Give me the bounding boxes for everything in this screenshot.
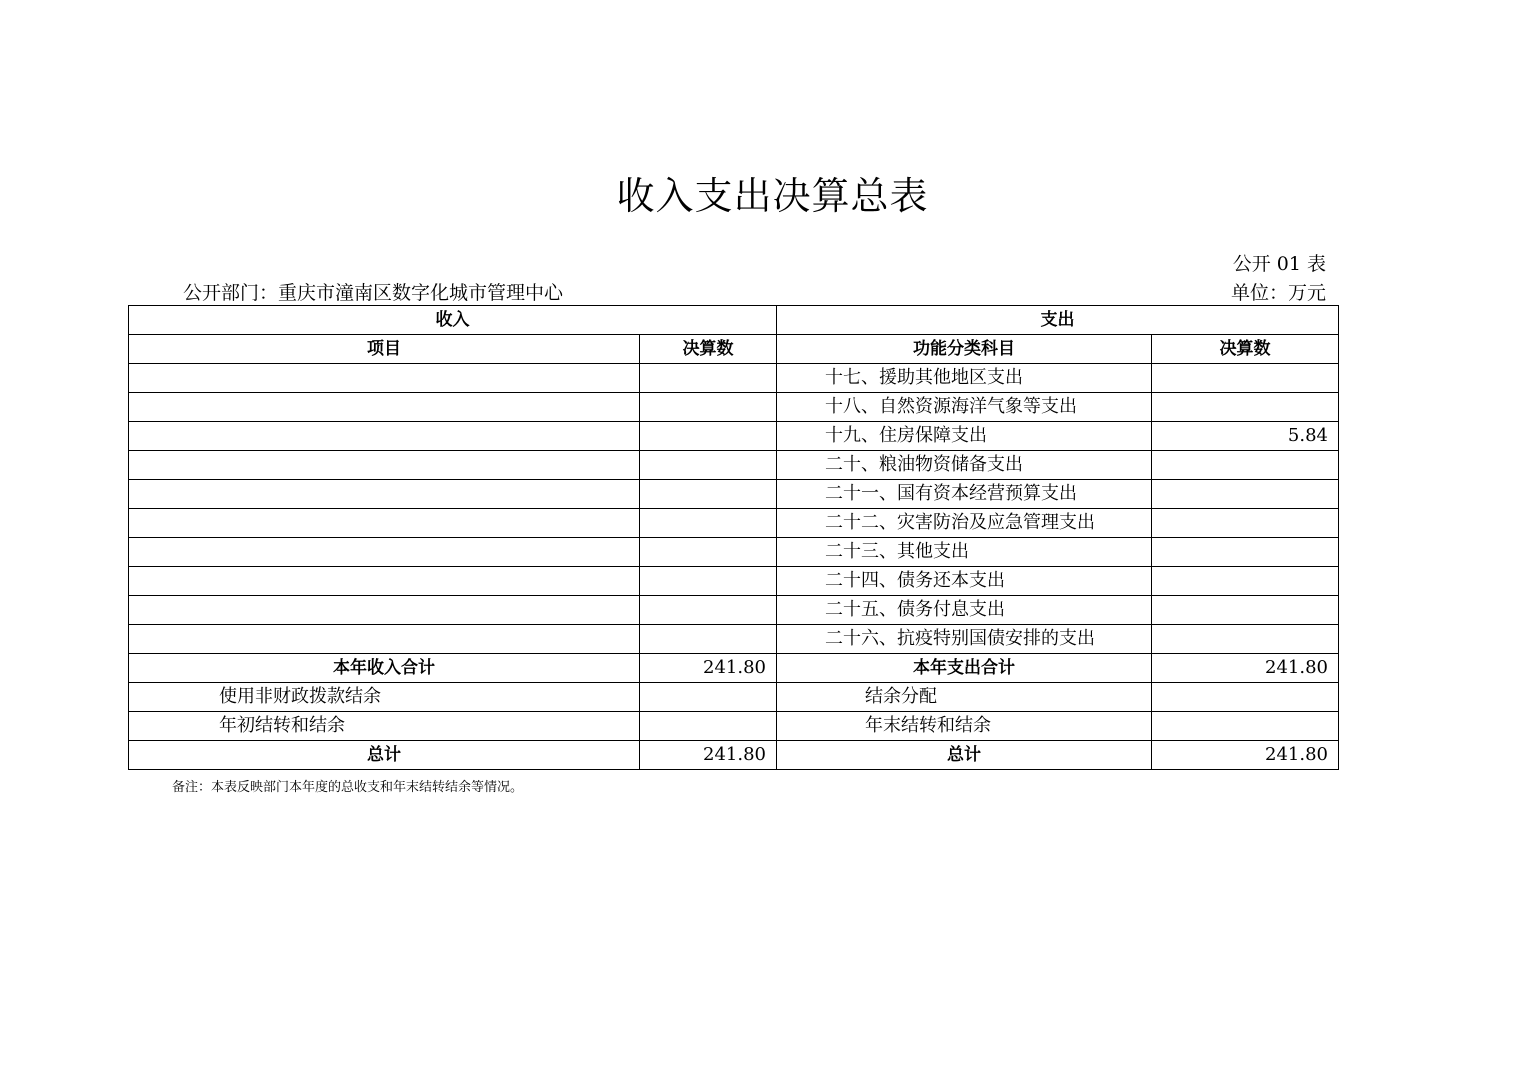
expense-amount-cell: 5.84: [1152, 422, 1339, 451]
income-item-cell: [129, 364, 640, 393]
unit-label: 单位：万元: [1230, 282, 1326, 304]
income-item-cell: [129, 596, 640, 625]
expense-item-cell: 十七、援助其他地区支出: [777, 364, 1152, 393]
table-row: [129, 422, 1339, 451]
expense-item-cell: 二十三、其他支出: [777, 538, 1152, 567]
annual-total-row: [129, 654, 1339, 683]
table-row: [129, 625, 1339, 654]
expense-amount-cell: [1152, 625, 1339, 654]
expense-amount-cell: [1152, 480, 1339, 509]
income-amount-cell: [640, 625, 777, 654]
expense-item-cell: 二十四、债务还本支出: [777, 567, 1152, 596]
income-amount-cell: [640, 480, 777, 509]
expense-amount-cell: [1152, 509, 1339, 538]
expense-amount-cell: [1152, 712, 1339, 741]
income-amount-cell: [640, 567, 777, 596]
income-amount-cell: [640, 712, 777, 741]
grand-total-row: [129, 741, 1339, 770]
grand-expense-label: 总计: [777, 741, 1152, 770]
table-row: [129, 683, 1339, 712]
grand-income-value: 241.80: [640, 741, 777, 770]
income-item-cell: [129, 625, 640, 654]
department-label: 公开部门：重庆市潼南区数字化城市管理中心: [183, 282, 564, 304]
income-header: 收入: [129, 306, 777, 335]
table-row: [129, 451, 1339, 480]
income-amount-cell: [640, 596, 777, 625]
expense-item-cell: 二十二、灾害防治及应急管理支出: [777, 509, 1152, 538]
footnote: 备注：本表反映部门本年度的总收支和年末结转结余等情况。: [172, 780, 524, 795]
expense-item-cell: 十八、自然资源海洋气象等支出: [777, 393, 1152, 422]
income-item-cell: [129, 509, 640, 538]
table-row: [129, 364, 1339, 393]
income-amount-cell: [640, 538, 777, 567]
expense-item-cell: 二十五、债务付息支出: [777, 596, 1152, 625]
income-amount-cell: [640, 393, 777, 422]
table-row: [129, 393, 1339, 422]
income-item-cell: [129, 422, 640, 451]
expense-item-cell: 年末结转和结余: [777, 712, 1152, 741]
income-amount-cell: [640, 364, 777, 393]
table-row: [129, 509, 1339, 538]
expense-amount-cell: [1152, 393, 1339, 422]
expense-item-cell: 二十、粮油物资储备支出: [777, 451, 1152, 480]
expense-header: 支出: [777, 306, 1339, 335]
expense-amount-cell: [1152, 451, 1339, 480]
table-row: [129, 480, 1339, 509]
expense-item-cell: 二十一、国有资本经营预算支出: [777, 480, 1152, 509]
expense-amount-cell: [1152, 567, 1339, 596]
income-amount-cell: [640, 683, 777, 712]
income-item-cell: 年初结转和结余: [129, 712, 640, 741]
expense-amount-cell: [1152, 364, 1339, 393]
form-number: 公开 01 表: [1232, 253, 1326, 275]
income-item-cell: [129, 480, 640, 509]
income-amount-cell: [640, 451, 777, 480]
table-row: [129, 538, 1339, 567]
column-header-income-amount: 决算数: [640, 335, 777, 364]
page-title: 收入支出决算总表: [616, 174, 929, 218]
expense-total-value: 241.80: [1152, 654, 1339, 683]
income-total-label: 本年收入合计: [129, 654, 640, 683]
expense-item-cell: 二十六、抗疫特别国债安排的支出: [777, 625, 1152, 654]
budget-table: [128, 305, 1339, 770]
income-item-cell: [129, 538, 640, 567]
expense-amount-cell: [1152, 683, 1339, 712]
income-total-value: 241.80: [640, 654, 777, 683]
column-header-function: 功能分类科目: [777, 335, 1152, 364]
table-row: [129, 567, 1339, 596]
income-item-cell: [129, 567, 640, 596]
expense-amount-cell: [1152, 596, 1339, 625]
grand-income-label: 总计: [129, 741, 640, 770]
expense-item-cell: 十九、住房保障支出: [777, 422, 1152, 451]
column-header-expense-amount: 决算数: [1152, 335, 1339, 364]
expense-amount-cell: [1152, 538, 1339, 567]
section-header-row: [129, 306, 1339, 335]
column-header-item: 项目: [129, 335, 640, 364]
column-header-row: [129, 335, 1339, 364]
income-item-cell: [129, 393, 640, 422]
table-row: [129, 596, 1339, 625]
income-amount-cell: [640, 509, 777, 538]
table-row: [129, 712, 1339, 741]
income-item-cell: 使用非财政拨款结余: [129, 683, 640, 712]
income-amount-cell: [640, 422, 777, 451]
expense-total-label: 本年支出合计: [777, 654, 1152, 683]
grand-expense-value: 241.80: [1152, 741, 1339, 770]
expense-item-cell: 结余分配: [777, 683, 1152, 712]
income-item-cell: [129, 451, 640, 480]
